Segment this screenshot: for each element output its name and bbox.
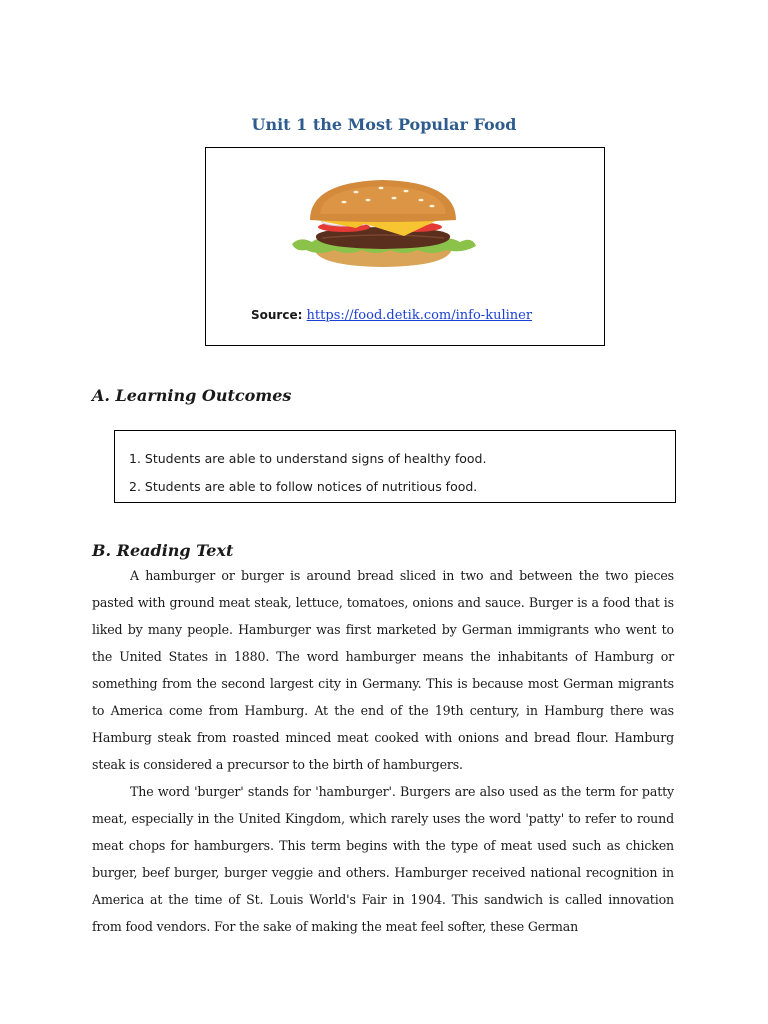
list-item: 1. Students are able to understand signs of healthy food. (129, 451, 487, 466)
source-link[interactable]: https://food.detik.com/info-kuliner (306, 308, 533, 323)
paragraph: A hamburger or burger is around bread sliced in two and between the two pieces pasted with ground meat steak, lettuce, tomatoes, onions and sauce. Burger is a food that is liked by many people. Hamburger was first marketed by German immigrants who went to the United States in 1880. The word hamburger means the inhabitants of Hamburg or something from the second largest city in Germany. This is because most German migrants to America come from Hamburg. At the end of the 19th century, in Hamburg there was Hamburg steak from roasted minced meat cooked with onions and bread flour. Hamburg steak is considered a precursor to the birth of hamburgers. (92, 568, 674, 772)
source-label: Source: (251, 308, 303, 322)
reading-text-heading: B. Reading Text (92, 541, 234, 560)
learning-outcomes-box (114, 430, 676, 503)
reading-text (92, 562, 674, 940)
learning-outcomes-heading: A. Learning Outcomes (92, 386, 292, 405)
list-item: 2. Students are able to follow notices of nutritious food. (129, 479, 478, 494)
figure-box (205, 147, 605, 346)
paragraph: The word 'burger' stands for 'hamburger'. Burgers are also used as the term for patty meat, especially in the United Kingdom, which rarely uses the word 'patty' to refer to round meat chops for hamburgers. This term begins with the type of meat used such as chicken burger, beef burger, burger veggie and others. Hamburger received national recognition in America at the time of St. Louis World's Fair in 1904. This sandwich is called innovation from food vendors. For the sake of making the meat feel softer, these German (92, 784, 674, 934)
image-source (251, 308, 532, 323)
learning-outcomes-list (129, 445, 661, 501)
page-title: Unit 1 the Most Popular Food (251, 115, 517, 134)
hamburger-image (286, 178, 481, 270)
